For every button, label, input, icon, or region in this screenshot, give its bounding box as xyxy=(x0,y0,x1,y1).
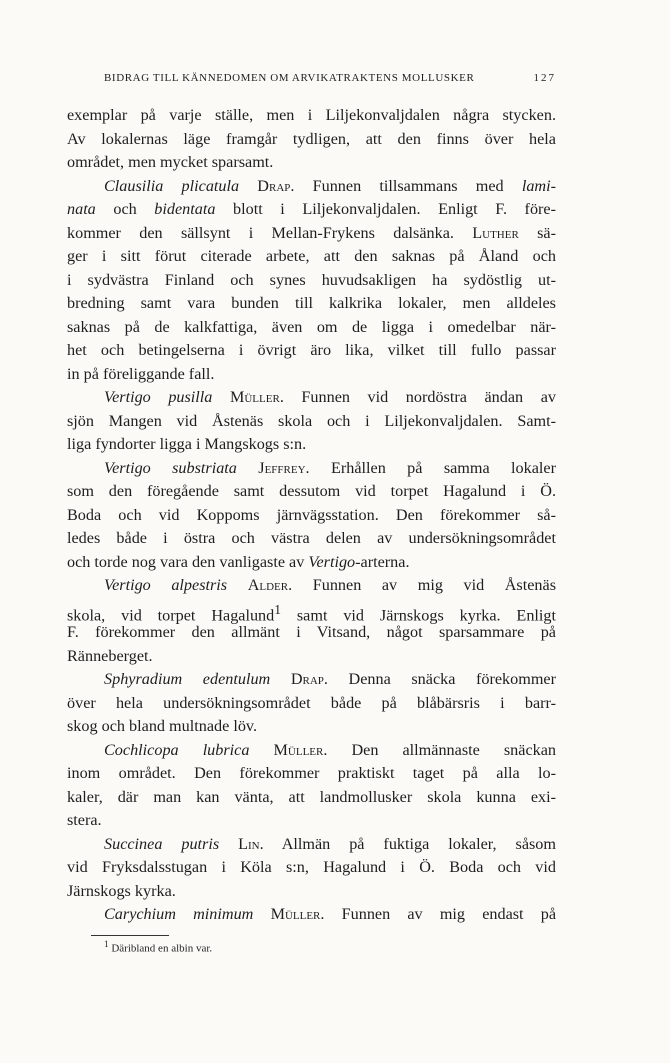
text-line: in på föreliggande fall. xyxy=(67,364,215,383)
text-line: skola, vid torpet Hagalund$^1$ samt vid Järnskogs kyrka. Enligt xyxy=(67,601,557,624)
text-line: ger i sitt förut citerade arbete, att den saknas på Åland och xyxy=(67,247,556,265)
text-line: saknas på de kalkfattiga, även om de ligga i omedelbar när- xyxy=(67,317,556,336)
running-header xyxy=(104,72,556,84)
text-line: ledes både i östra och västra delen av undersökningsområdet xyxy=(67,529,556,547)
text-line: stera. xyxy=(67,811,102,829)
text-line: exemplar på varje ställe, men i Liljekonvaljdalen några stycken. xyxy=(67,106,556,124)
footnote xyxy=(104,939,212,955)
text-line: Vertigo pusilla Müller. Funnen vid nordöstra ändan av xyxy=(104,388,556,406)
footnote-marker: 1 xyxy=(104,939,109,949)
text-line: liga fyndorter ligga i Mangskogs s:n. xyxy=(67,435,307,453)
text-line: nata och bidentata blott i Liljekonvaljdalen. Enligt F. före- xyxy=(67,200,557,218)
text-line: området, men mycket sparsamt. xyxy=(67,153,274,171)
footnote-rule xyxy=(91,935,169,936)
text-line: vid Fryksdalsstugan i Köla s:n, Hagalund i Ö. Boda och vid xyxy=(67,858,556,876)
text-line: F. förekommer den allmänt i Vitsand, något sparsammare på xyxy=(67,623,556,641)
text-line: inom området. Den förekommer praktiskt taget på alla lo- xyxy=(67,764,556,782)
text-line: Av lokalernas läge framgår tydligen, att den finns över hela xyxy=(67,129,556,148)
text-line: Vertigo alpestris Alder. Funnen av mig vid Åstenäs xyxy=(104,576,556,594)
text-line: Succinea putris Lin. Allmän på fuktiga lokaler, såsom xyxy=(104,834,556,853)
text-line: kommer den sällsynt i Mellan-Frykens dalsänka. Luther sä- xyxy=(67,223,557,242)
text-line: Clausilia plicatula Drap. Funnen tillsammans med lami- xyxy=(104,176,557,195)
body-text xyxy=(67,104,556,927)
text-line: Boda och vid Koppoms järnvägsstation. Den förekommer så- xyxy=(67,505,556,524)
text-line: sjön Mangen vid Åstenäs skola och i Liljekonvaljdalen. Samt- xyxy=(67,411,556,430)
text-line: i sydvästra Finland och synes huvudsakligen ha sydöstlig ut- xyxy=(67,270,556,289)
footnote-text: Däribland en albin var. xyxy=(111,942,213,955)
text-line: Sphyradium edentulum Drap. Denna snäcka förekommer xyxy=(104,670,556,688)
text-line: Ränneberget. xyxy=(67,646,153,665)
text-line: Vertigo substriata Jeffrey. Erhållen på samma lokaler xyxy=(104,458,556,477)
text-line: och torde nog vara den vanligaste av Vertigo-arterna. xyxy=(67,552,410,571)
text-line: kaler, där man kan vänta, att landmollusker skola kunna exi- xyxy=(67,787,556,806)
text-line: het och betingelserna i övrigt äro lika, vilket till fullo passar xyxy=(67,341,556,359)
text-line: bredning samt vara bunden till kalkrika lokaler, men alldeles xyxy=(67,294,556,312)
running-title: BIDRAG TILL KÄNNEDOMEN OM ARVIKATRAKTENS MOLLUSKER xyxy=(104,72,475,84)
page-number: 127 xyxy=(533,72,556,84)
text-line: Carychium minimum Müller. Funnen av mig endast på xyxy=(104,905,557,923)
text-line: som den föregående samt dessutom vid torpet Hagalund i Ö. xyxy=(67,482,556,500)
text-line: Cochlicopa lubrica Müller. Den allmännaste snäckan xyxy=(104,740,556,759)
text-line: skog och bland multnade löv. xyxy=(67,717,258,735)
text-line: över hela undersökningsområdet både på blåbärsris i barr- xyxy=(67,693,556,712)
text-line: Järnskogs kyrka. xyxy=(67,881,176,900)
